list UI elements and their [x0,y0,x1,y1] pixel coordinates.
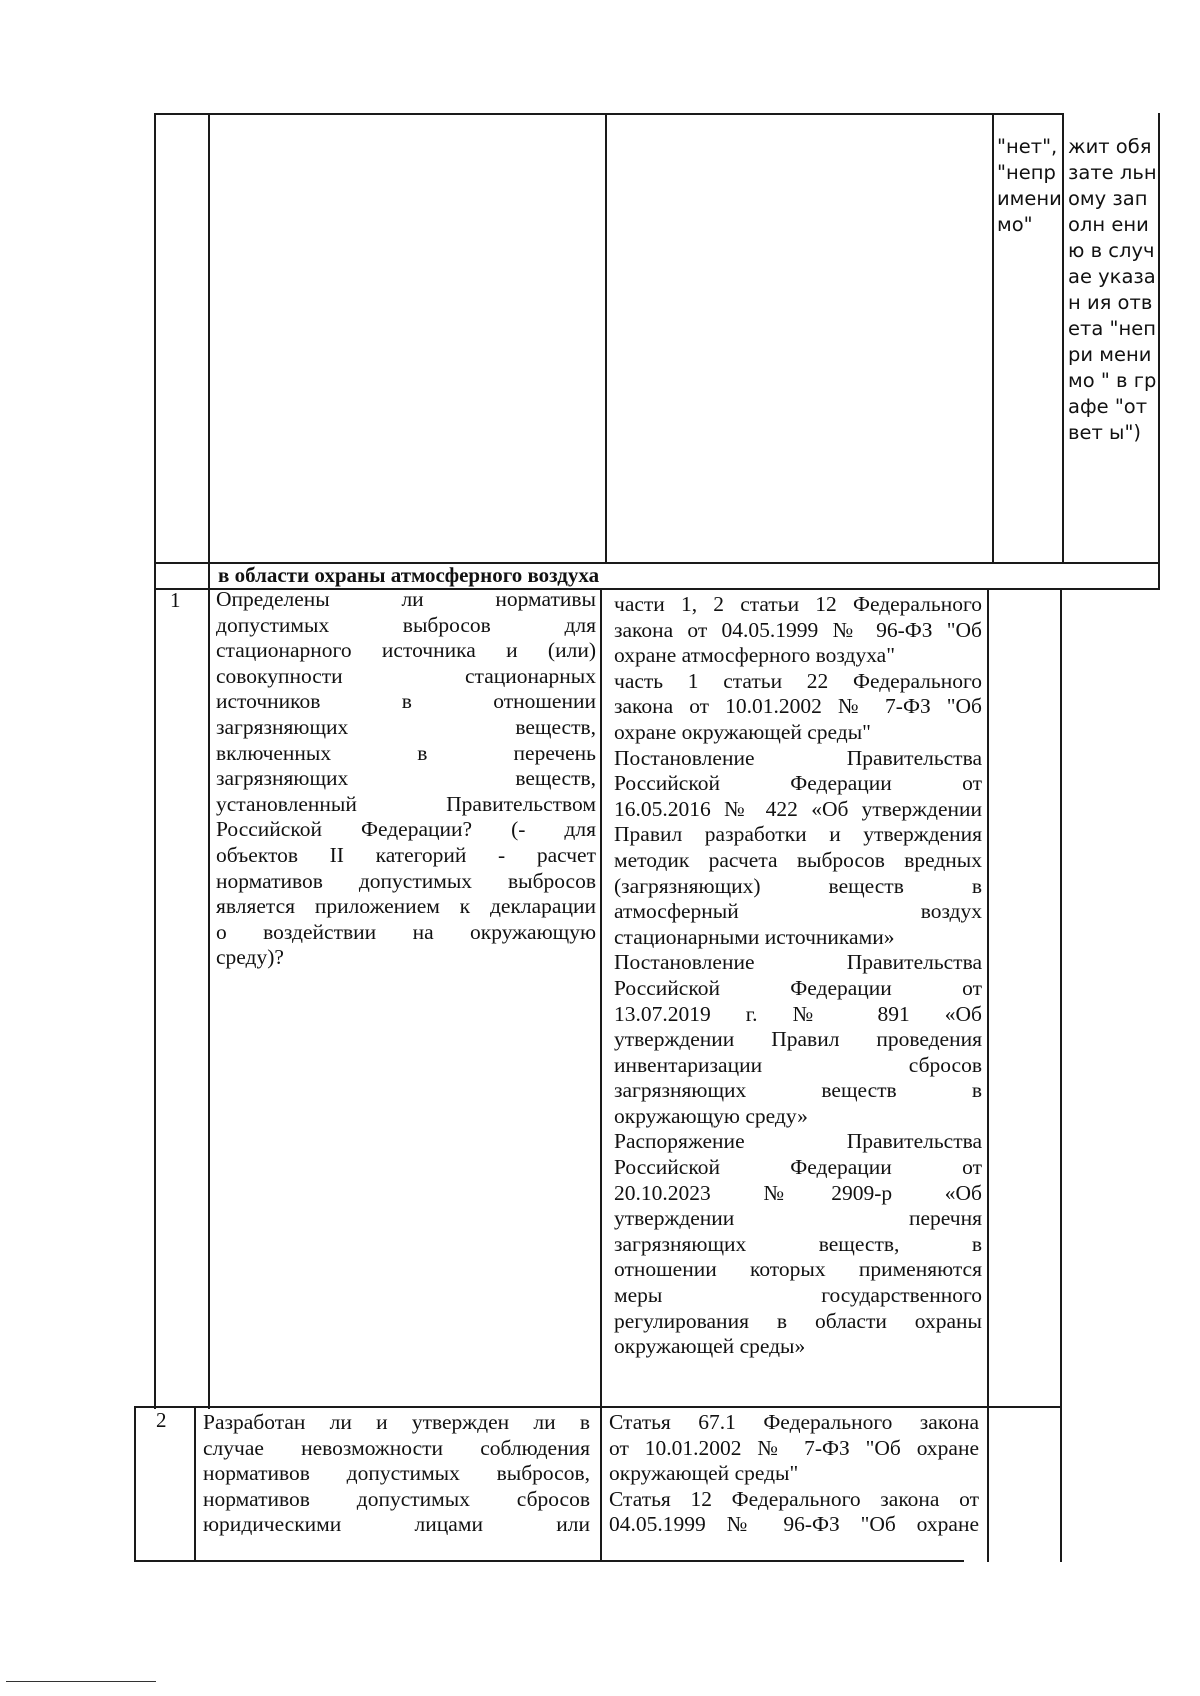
question-line: о воздействии на окружающую [216,919,596,944]
requisites-line: от 10.01.2002 № 7-ФЗ "Об охране [609,1435,979,1460]
question-line: загрязняющих веществ, [216,766,596,791]
section-title-text: в области охраны атмосферного воздуха [218,563,600,587]
table-border [154,113,156,1409]
table-border [987,588,989,1562]
requisites-line: меры государственного [614,1283,982,1308]
header-answer-options-text: "нет", "непр имени мо" [997,135,1062,236]
requisites-line: 16.05.2016 № 422 «Об утверждении [614,796,982,821]
row-requisites [609,1410,979,1538]
table-border [1158,113,1160,590]
requisites-line: Правил разработки и утверждения [614,822,982,847]
question-line: загрязняющих веществ, [216,714,596,739]
row-number [156,1408,167,1433]
requisites-line: часть 1 статьи 22 Федерального [614,668,982,693]
question-line: источников в отношении [216,689,596,714]
table-border [208,113,210,1409]
row-question [203,1410,590,1538]
table-border [600,588,602,1562]
table-border [134,1406,136,1562]
requisites-line: утверждении Правил проведения [614,1027,982,1052]
section-title [218,563,918,587]
requisites-line: 04.05.1999 № 96-ФЗ "Об охране [609,1512,979,1537]
question-line: нормативов допустимых выбросов, [203,1461,590,1486]
row-requisites [614,592,982,1360]
requisites-line: Постановление Правительства [614,745,982,770]
requisites-line: Статья 67.1 Федерального закона [609,1410,979,1434]
question-line: установленный Правительством [216,791,596,816]
requisites-line: Российской Федерации от [614,771,982,796]
question-line: является приложением к декларации [216,894,596,919]
requisites-line: инвентаризации сбросов [614,1052,982,1077]
requisites-line: Российской Федерации от [614,1155,982,1180]
requisites-line: загрязняющих веществ в [614,1078,982,1103]
requisites-line: Российской Федерации от [614,975,982,1000]
requisites-line: Статья 12 Федерального закона от [609,1486,979,1511]
requisites-line: части 1, 2 статьи 12 Федерального [614,592,982,616]
question-line: Определены ли нормативы [216,587,596,611]
requisites-line: 13.07.2019 г. № 891 «Об [614,1001,982,1026]
requisites-line: охране окружающей среды" [614,719,871,744]
footnote-separator [6,1681,156,1682]
question-line: стационарного источника и (или) [216,638,596,663]
requisites-line: регулирования в области охраны [614,1308,982,1333]
question-line: юридическими лицами или [203,1512,590,1537]
table-border [1060,588,1062,1562]
requisites-line: закона от 10.01.2002 № 7-ФЗ "Об [614,694,982,719]
requisites-line: охране атмосферного воздуха" [614,643,895,668]
requisites-line: стационарными источниками» [614,924,895,949]
requisites-line: методик расчета выбросов вредных [614,847,982,872]
row-number [170,588,181,613]
question-line: случае невозможности соблюдения [203,1435,590,1460]
requisites-line: (загрязняющих) веществ в [614,873,982,898]
question-line: объектов II категорий - расчет [216,842,596,867]
table-border [194,1406,196,1562]
row-question [216,587,596,971]
requisites-line: отношении которых применяются [614,1257,982,1282]
requisites-line: окружающей среды" [609,1461,799,1486]
requisites-line: окружающую среду» [614,1103,808,1128]
requisites-line: утверждении перечня [614,1206,982,1231]
requisites-line: окружающей среды» [614,1334,806,1359]
requisites-line: закона от 04.05.1999 № 96-ФЗ "Об [614,617,982,642]
question-line: Российской Федерации? (- для [216,817,596,842]
question-line: нормативов допустимых сбросов [203,1486,590,1511]
table-border [992,113,994,564]
question-line: среду)? [216,945,284,970]
requisites-line: атмосферный воздух [614,899,982,924]
row-number-text: 1 [170,588,181,612]
question-line: Разработан ли и утвержден ли в [203,1410,590,1434]
requisites-line: Распоряжение Правительства [614,1129,982,1154]
table-border-top [154,113,1064,115]
table-border [605,113,607,564]
requisites-line: загрязняющих веществ, в [614,1231,982,1256]
requisites-line: 20.10.2023 №2909-р «Об [614,1180,982,1205]
table-border [134,1406,1062,1408]
header-answer-options [997,134,1061,238]
question-line: включенных в перечень [216,740,596,765]
header-notes-text: жит обязате льному заполн ению в случае указан ия ответа "непри менимо " в графе "ответ ы") [1068,135,1157,444]
requisites-line: Постановление Правительства [614,950,982,975]
table-border [1062,113,1064,564]
table-border-bottom [134,1560,964,1562]
question-line: нормативов допустимых выбросов [216,868,596,893]
row-number-text: 2 [156,1408,167,1432]
question-line: совокупности стационарных [216,663,596,688]
question-line: допустимых выбросов для [216,612,596,637]
header-notes-text-cell [1068,134,1157,446]
